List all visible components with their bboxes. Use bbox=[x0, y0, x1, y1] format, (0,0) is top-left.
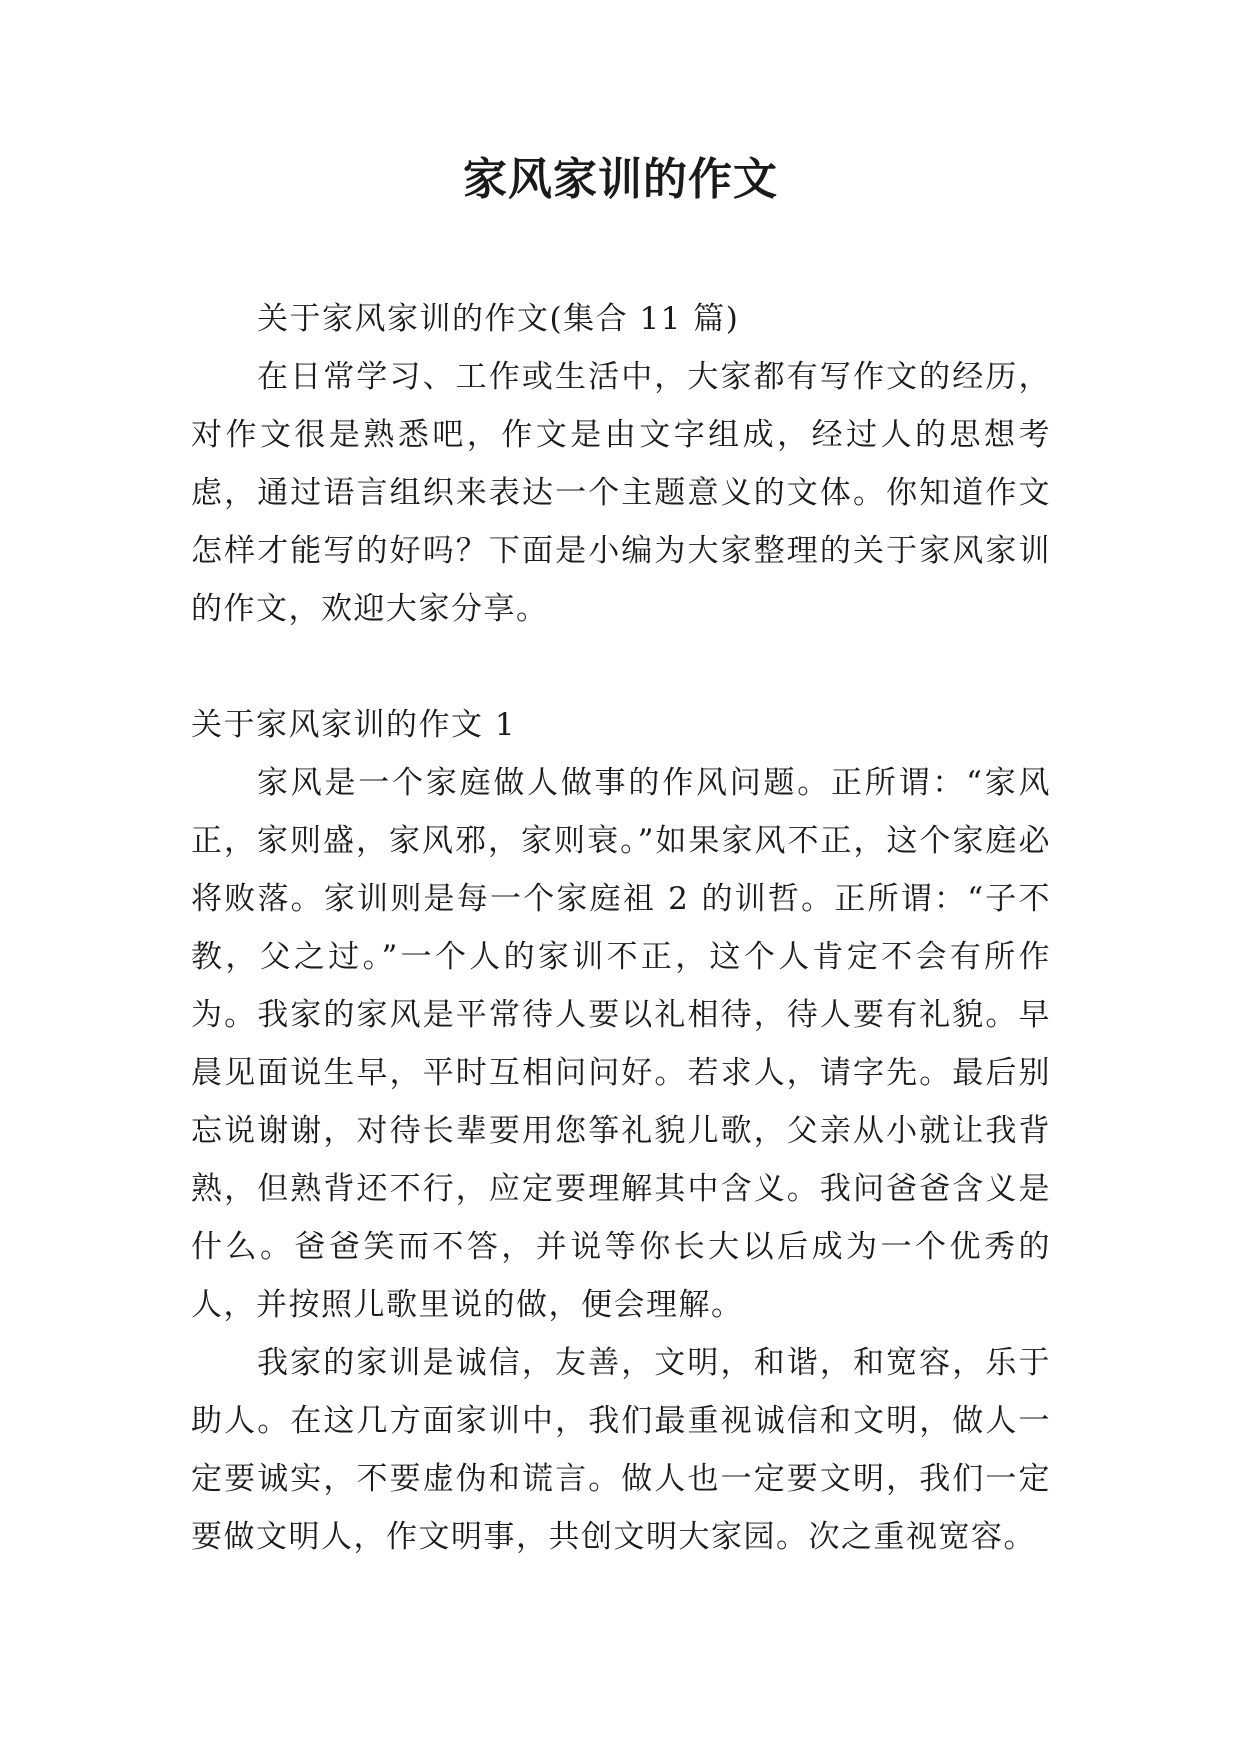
intro-paragraph: 在日常学习、工作或生活中，大家都有写作文的经历，对作文很是熟悉吧，作文是由文字组成，经过人的思想考虑，通过语言组织来表达一个主题意义的文体。你知道作文怎样才能写的好吗？下面是小编为大家整理的关于家风家训的作文，欢迎大家分享。 bbox=[191, 359, 1051, 627]
document-body bbox=[191, 290, 1051, 1566]
document-subtitle: 关于家风家训的作文(集合 11 篇) bbox=[257, 301, 740, 337]
body-paragraph-2: 我家的家训是诚信，友善，文明，和谐，和宽容，乐于助人。在这几方面家训中，我们最重视诚信和文明，做人一定要诚实，不要虚伪和谎言。做人也一定要文明，我们一定要做文明人，作文明事，共创文明大家园。次之重视宽容。 bbox=[191, 1345, 1051, 1555]
body-paragraph-1: 家风是一个家庭做人做事的作风问题。正所谓：“家风正，家则盛，家风邪，家则衰。”如果家风不正，这个家庭必将败落。家训则是每一个家庭祖 2 的训哲。正所谓：“子不教，父之过。”一个人的家训不正，这个人肯定不会有所作为。我家的家风是平常待人要以礼相待，待人要有礼貌。早晨见面说生早，平时互相问问好。若求人，请字先。最后别忘说谢谢，对待长辈要用您筝礼貌儿歌，父亲从小就让我背熟，但熟背还不行，应定要理解其中含义。我问爸爸含义是什么。爸爸笑而不答，并说等你长大以后成为一个优秀的人，并按照儿歌里说的做，便会理解。 bbox=[191, 765, 1051, 1323]
document-title: 家风家训的作文 bbox=[463, 154, 778, 205]
section-heading: 关于家风家训的作文 1 bbox=[191, 707, 517, 743]
